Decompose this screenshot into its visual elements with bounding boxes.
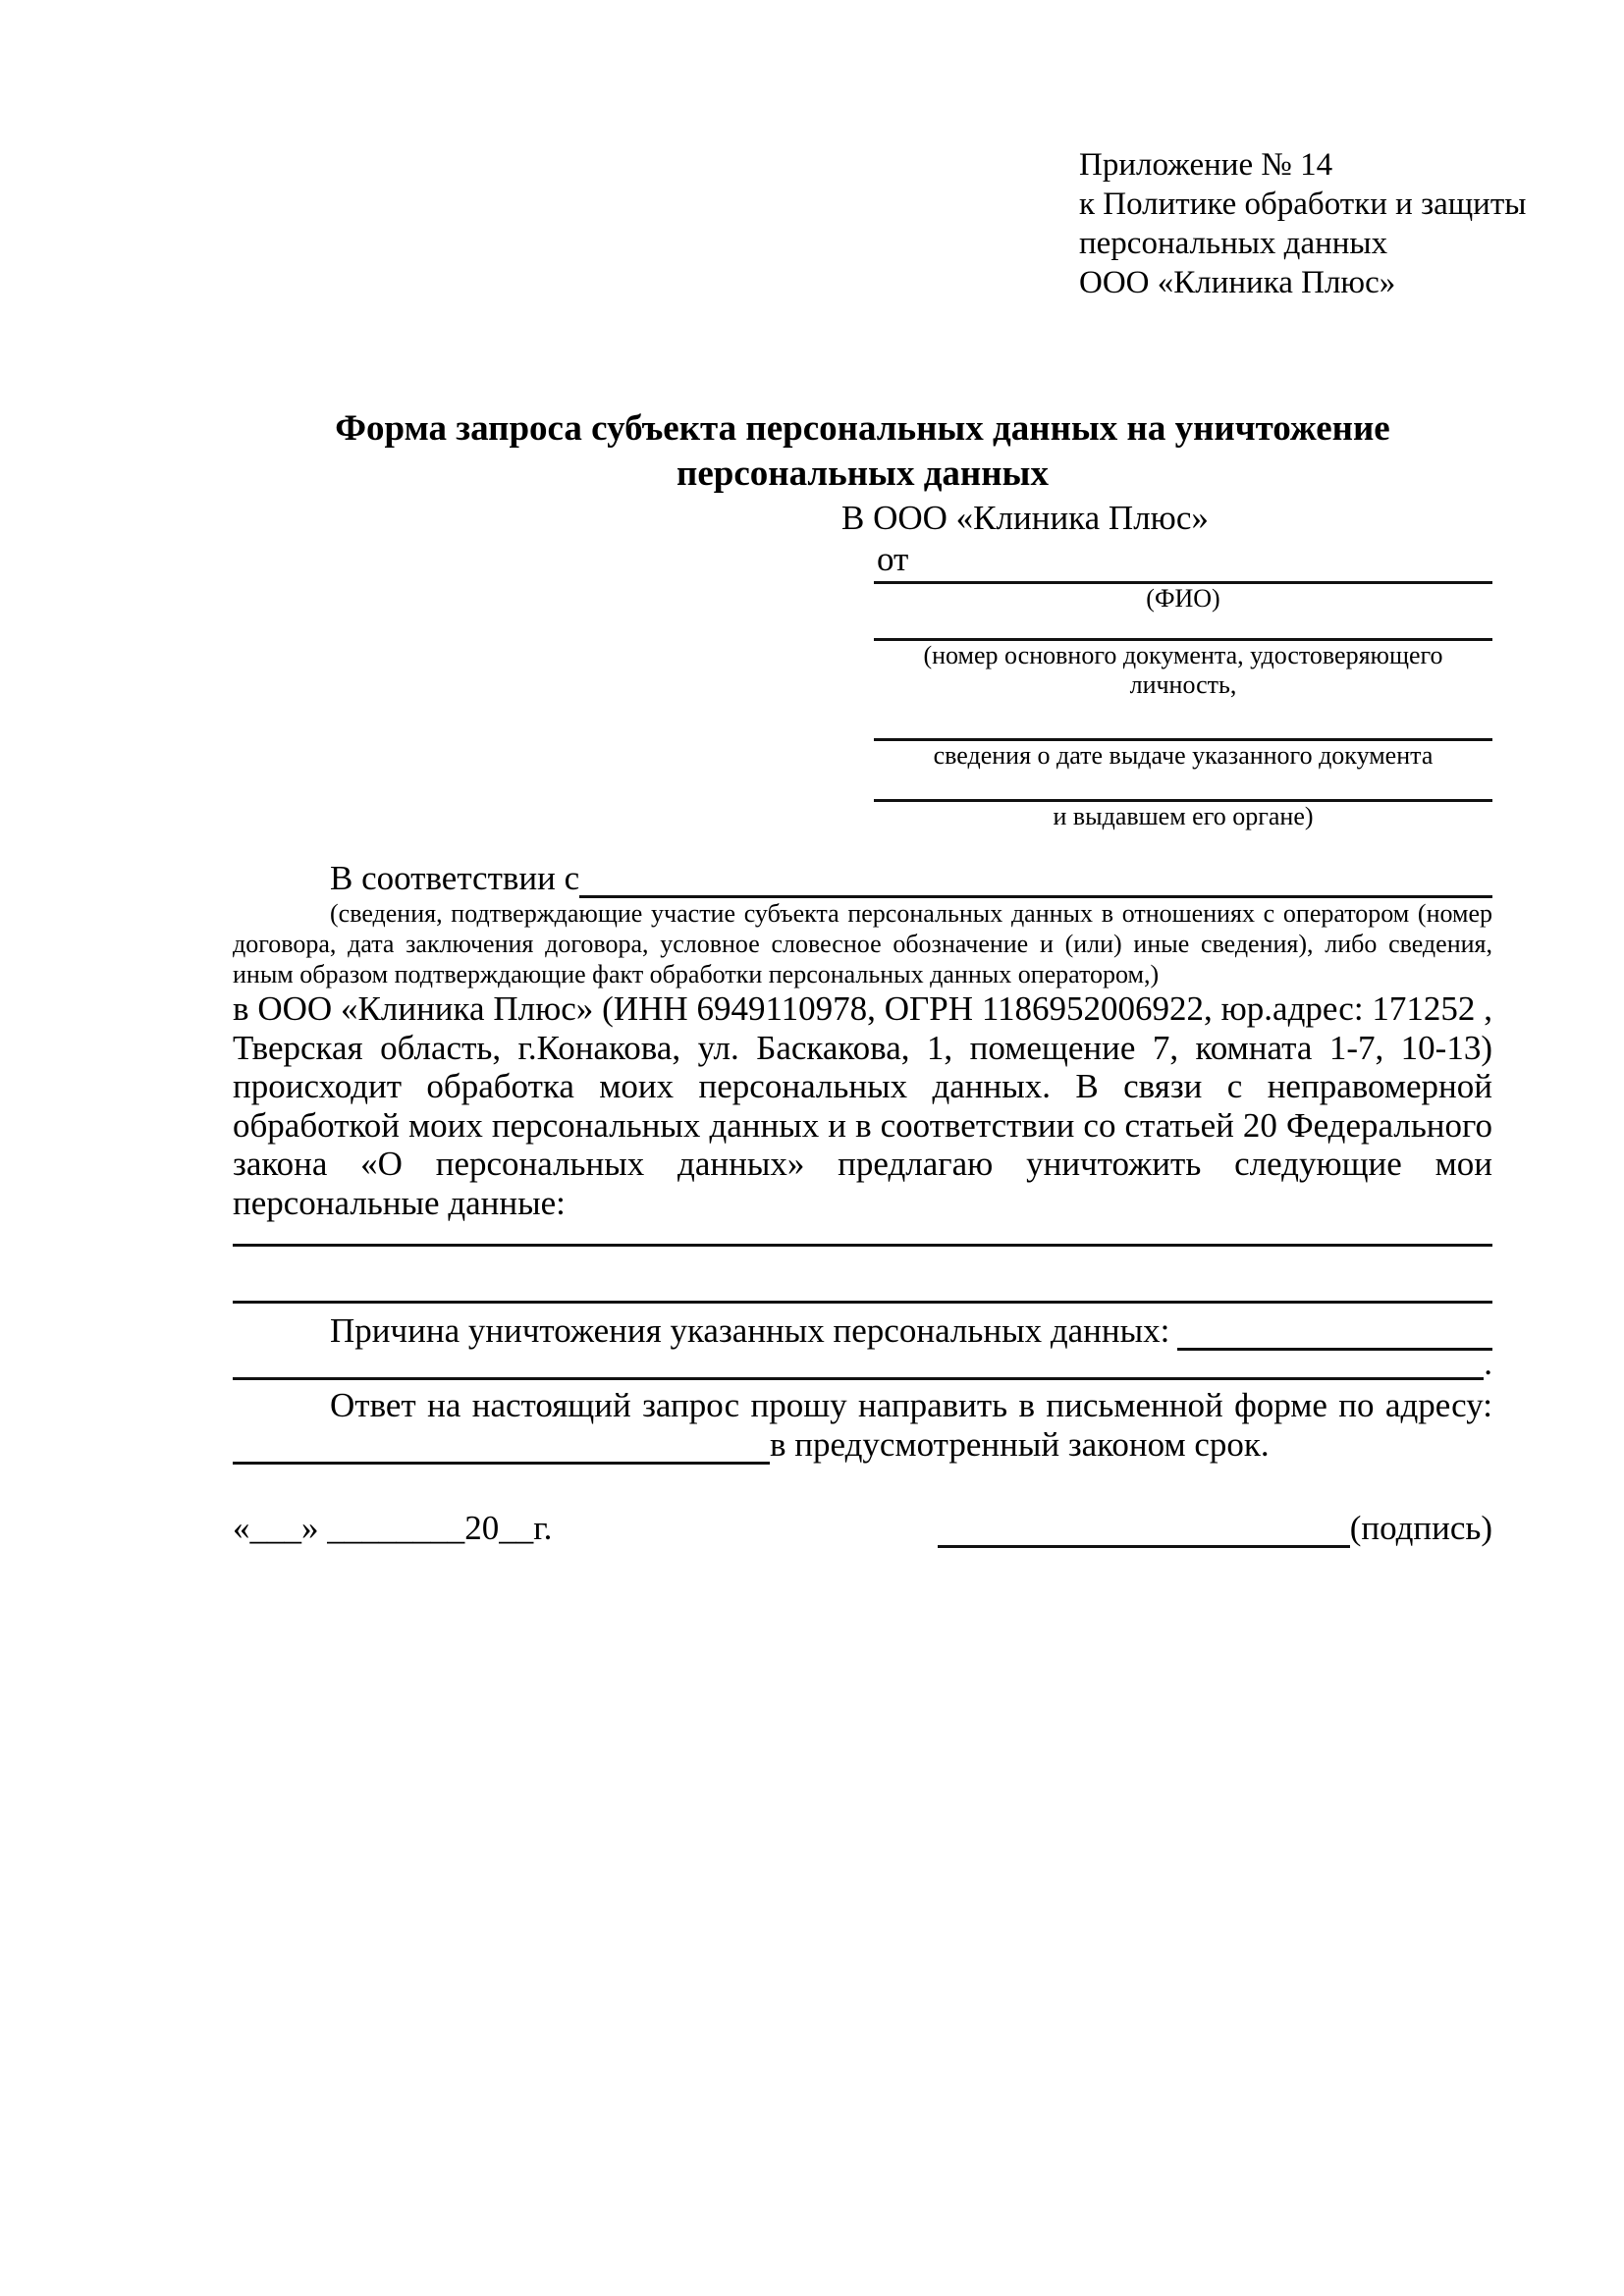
fill-line-issue-date (874, 700, 1492, 741)
addressee-line: В ООО «Клиника Плюс» (841, 499, 1209, 537)
data-fill-line-1 (233, 1222, 1492, 1247)
document-content (233, 0, 1527, 1548)
address-fill-line (233, 1425, 770, 1465)
appendix-header-line: персональных данных (1079, 226, 1388, 261)
form-title: Форма запроса субъекта персональных данных на уничтожение персональных данных (335, 408, 1390, 494)
signature-group (938, 1509, 1492, 1548)
issuing-authority-caption: и выдавшем его органе) (1053, 802, 1314, 830)
date-signature-row (233, 1509, 1492, 1548)
fill-line-issuing-authority (874, 771, 1492, 802)
body-paragraph: в ООО «Клиника Плюс» (ИНН 6949110978, ОГРН 1186952006922, юр.адрес: 171252 , Тверская область, г.Конакова, ул. Баскакова, 1, помещение 7, комната 1-7, 10-13) происходит обработка моих персональных данных. В связи с неправомерной обработкой моих персональных данных и в соответствии со статьей 20 Федерального закона «О персональных данных» предлагаю уничтожить следующие мои персональные данные: (233, 989, 1492, 1222)
applicant-details-block (874, 579, 1492, 831)
appendix-header-line: ООО «Клиника Плюс» (1079, 265, 1396, 300)
appendix-header-line: к Политике обработки и защиты (1079, 187, 1527, 222)
signature-caption: (подпись) (1349, 1508, 1492, 1547)
accordance-note: (сведения, подтверждающие участие субъекта персональных данных в отношениях с оператором (номер договора, дата заключения договора, условное словесное обозначение и (или) иные сведения), либо сведения, иным образом подтверждающие факт обработки персональных данных оператором,) (233, 899, 1492, 988)
date-placeholder: «___» ________20__г. (233, 1508, 553, 1547)
issue-date-caption: сведения о дате выдаче указанного документа (933, 741, 1434, 770)
reason-row (233, 1311, 1492, 1351)
reason-fill-line-2 (233, 1377, 1484, 1380)
fill-line-document-number (874, 614, 1492, 641)
address-row (233, 1425, 1492, 1465)
appendix-header-line: Приложение № 14 (1079, 147, 1333, 183)
answer-sentence: Ответ на настоящий запрос прошу направить в письменной форме по адресу: (330, 1386, 1492, 1424)
reason-fill-line (1177, 1311, 1492, 1351)
reason-fill-line-2-row (233, 1344, 1492, 1382)
reason-label: Причина уничтожения указанных персональных данных: (330, 1311, 1170, 1350)
trailing-period: . (1484, 1344, 1492, 1382)
answer-tail: в предусмотренный законом срок. (770, 1424, 1270, 1464)
signature-fill-line (938, 1512, 1350, 1548)
document-number-caption: (номер основного документа, удостоверяющего личность, (923, 641, 1443, 699)
fio-caption: (ФИО) (1146, 584, 1220, 613)
accordance-row (233, 859, 1492, 898)
from-label: от (877, 540, 909, 578)
appendix-header (1079, 0, 1527, 302)
data-fill-line-2 (233, 1247, 1492, 1304)
accordance-lead: В соответствии с (330, 859, 580, 897)
accordance-fill-line (579, 859, 1492, 898)
